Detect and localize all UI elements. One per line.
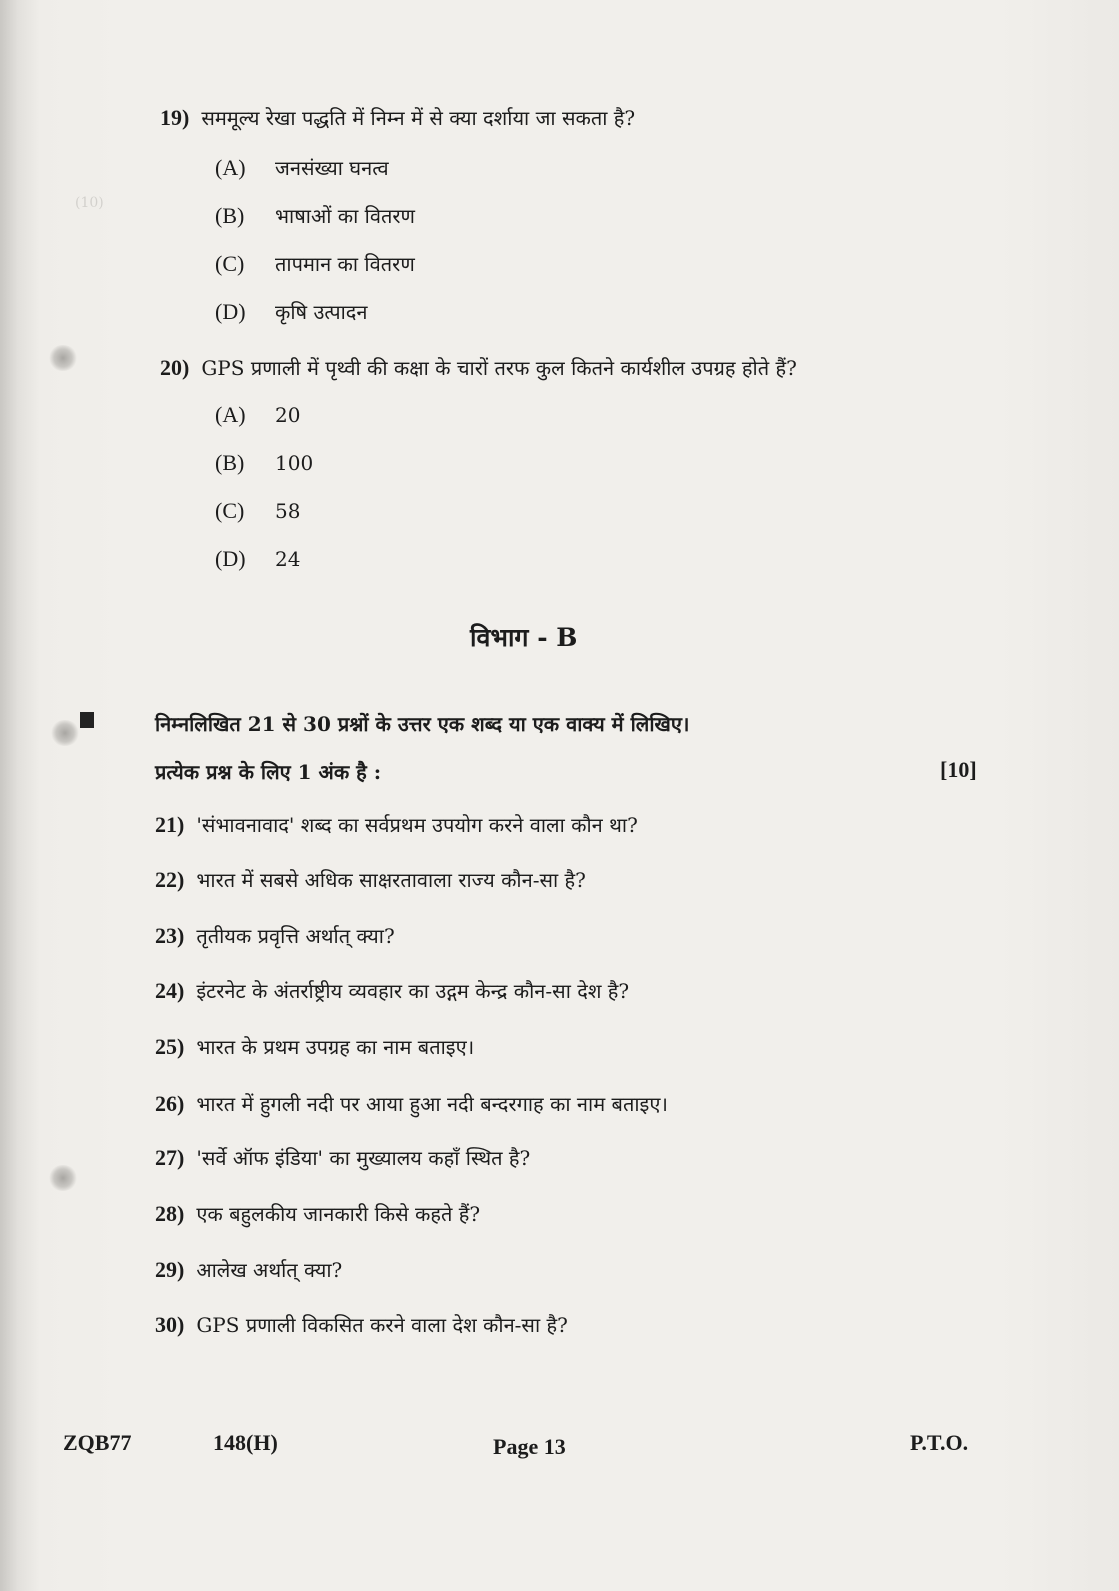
question-text: एक बहुलकीय जानकारी किसे कहते हैं? [196, 1202, 481, 1226]
question-21 [155, 811, 638, 838]
section-instruction-line2: प्रत्येक प्रश्न के लिए 1 अंक है : [155, 760, 382, 784]
question-text: GPS प्रणाली विकसित करने वाला देश कौन-सा है? [196, 1313, 568, 1337]
question-number: 26) [155, 1091, 185, 1116]
question-number: 28) [155, 1201, 185, 1226]
question-22 [155, 866, 586, 893]
option-text: तापमान का वितरण [275, 252, 415, 276]
option-label: (A) [215, 402, 246, 427]
question-number: 24) [155, 978, 185, 1003]
section-marks: [10] [940, 757, 977, 782]
question-25 [155, 1033, 474, 1060]
question-number: 22) [155, 867, 185, 892]
footer-pto: P.T.O. [910, 1430, 969, 1455]
option-19-b [215, 202, 415, 229]
question-28 [155, 1200, 480, 1227]
question-27 [155, 1144, 530, 1171]
option-text: जनसंख्या घनत्व [275, 156, 389, 180]
question-number: 29) [155, 1257, 185, 1282]
question-text: GPS प्रणाली में पृथ्वी की कक्षा के चारों तरफ कुल कितने कार्यशील उपग्रह होते हैं? [201, 356, 797, 380]
punch-mark [50, 720, 80, 746]
option-label: (B) [215, 450, 245, 475]
question-number: 21) [155, 812, 185, 837]
option-label: (D) [215, 546, 246, 571]
question-number: 25) [155, 1034, 185, 1059]
option-text: 24 [275, 547, 301, 571]
question-text: भारत के प्रथम उपग्रह का नाम बताइए। [196, 1035, 475, 1059]
section-instruction-line1: निम्नलिखित 21 से 30 प्रश्नों के उत्तर एक शब्द या एक वाक्य में लिखिए। [155, 712, 690, 736]
option-20-a [215, 402, 300, 428]
question-number: 19) [160, 105, 190, 130]
option-20-c [215, 498, 300, 524]
option-label: (A) [215, 155, 246, 180]
question-19 [160, 104, 635, 131]
option-label: (D) [215, 299, 246, 324]
question-26 [155, 1090, 668, 1117]
question-text: आलेख अर्थात् क्या? [196, 1258, 343, 1282]
option-19-c [215, 250, 415, 277]
question-number: 20) [160, 355, 190, 380]
punch-mark [48, 345, 78, 371]
section-title: विभाग - B [470, 623, 578, 652]
question-24 [155, 977, 629, 1004]
question-number: 23) [155, 923, 185, 948]
bullet-square-icon [80, 712, 94, 728]
option-text: 100 [275, 451, 314, 475]
footer-page-number: Page 13 [493, 1434, 566, 1459]
option-label: (C) [215, 498, 245, 523]
footer-paper-number: 148(H) [213, 1430, 278, 1455]
question-text: तृतीयक प्रवृत्ति अर्थात् क्या? [196, 924, 395, 948]
question-20 [160, 354, 797, 381]
option-20-b [215, 450, 313, 476]
question-text: 'सर्वे ऑफ इंडिया' का मुख्यालय कहाँ स्थित है? [196, 1146, 531, 1170]
option-text: भाषाओं का वितरण [275, 204, 416, 228]
option-19-d [215, 298, 367, 325]
option-19-a [215, 154, 389, 181]
show-through-text: (10) [75, 195, 104, 211]
question-text: 'संभावनावाद' शब्द का सर्वप्रथम उपयोग करने वाला कौन था? [196, 813, 638, 837]
question-23 [155, 922, 395, 949]
option-20-d [215, 546, 300, 572]
option-label: (C) [215, 251, 245, 276]
question-30 [155, 1311, 568, 1338]
question-text: इंटरनेट के अंतर्राष्ट्रीय व्यवहार का उद्गम केन्द्र कौन-सा देश है? [196, 979, 630, 1003]
question-text: सममूल्य रेखा पद्धति में निम्न में से क्या दर्शाया जा सकता है? [201, 106, 636, 130]
option-text: कृषि उत्पादन [275, 300, 368, 324]
question-number: 27) [155, 1145, 185, 1170]
option-text: 20 [275, 403, 301, 427]
question-text: भारत में हुगली नदी पर आया हुआ नदी बन्दरगाह का नाम बताइए। [196, 1092, 668, 1116]
option-label: (B) [215, 203, 245, 228]
punch-mark [48, 1165, 78, 1191]
footer-code: ZQB77 [63, 1430, 132, 1455]
question-number: 30) [155, 1312, 185, 1337]
option-text: 58 [275, 499, 301, 523]
question-text: भारत में सबसे अधिक साक्षरतावाला राज्य कौन-सा है? [196, 868, 586, 892]
question-29 [155, 1256, 342, 1283]
